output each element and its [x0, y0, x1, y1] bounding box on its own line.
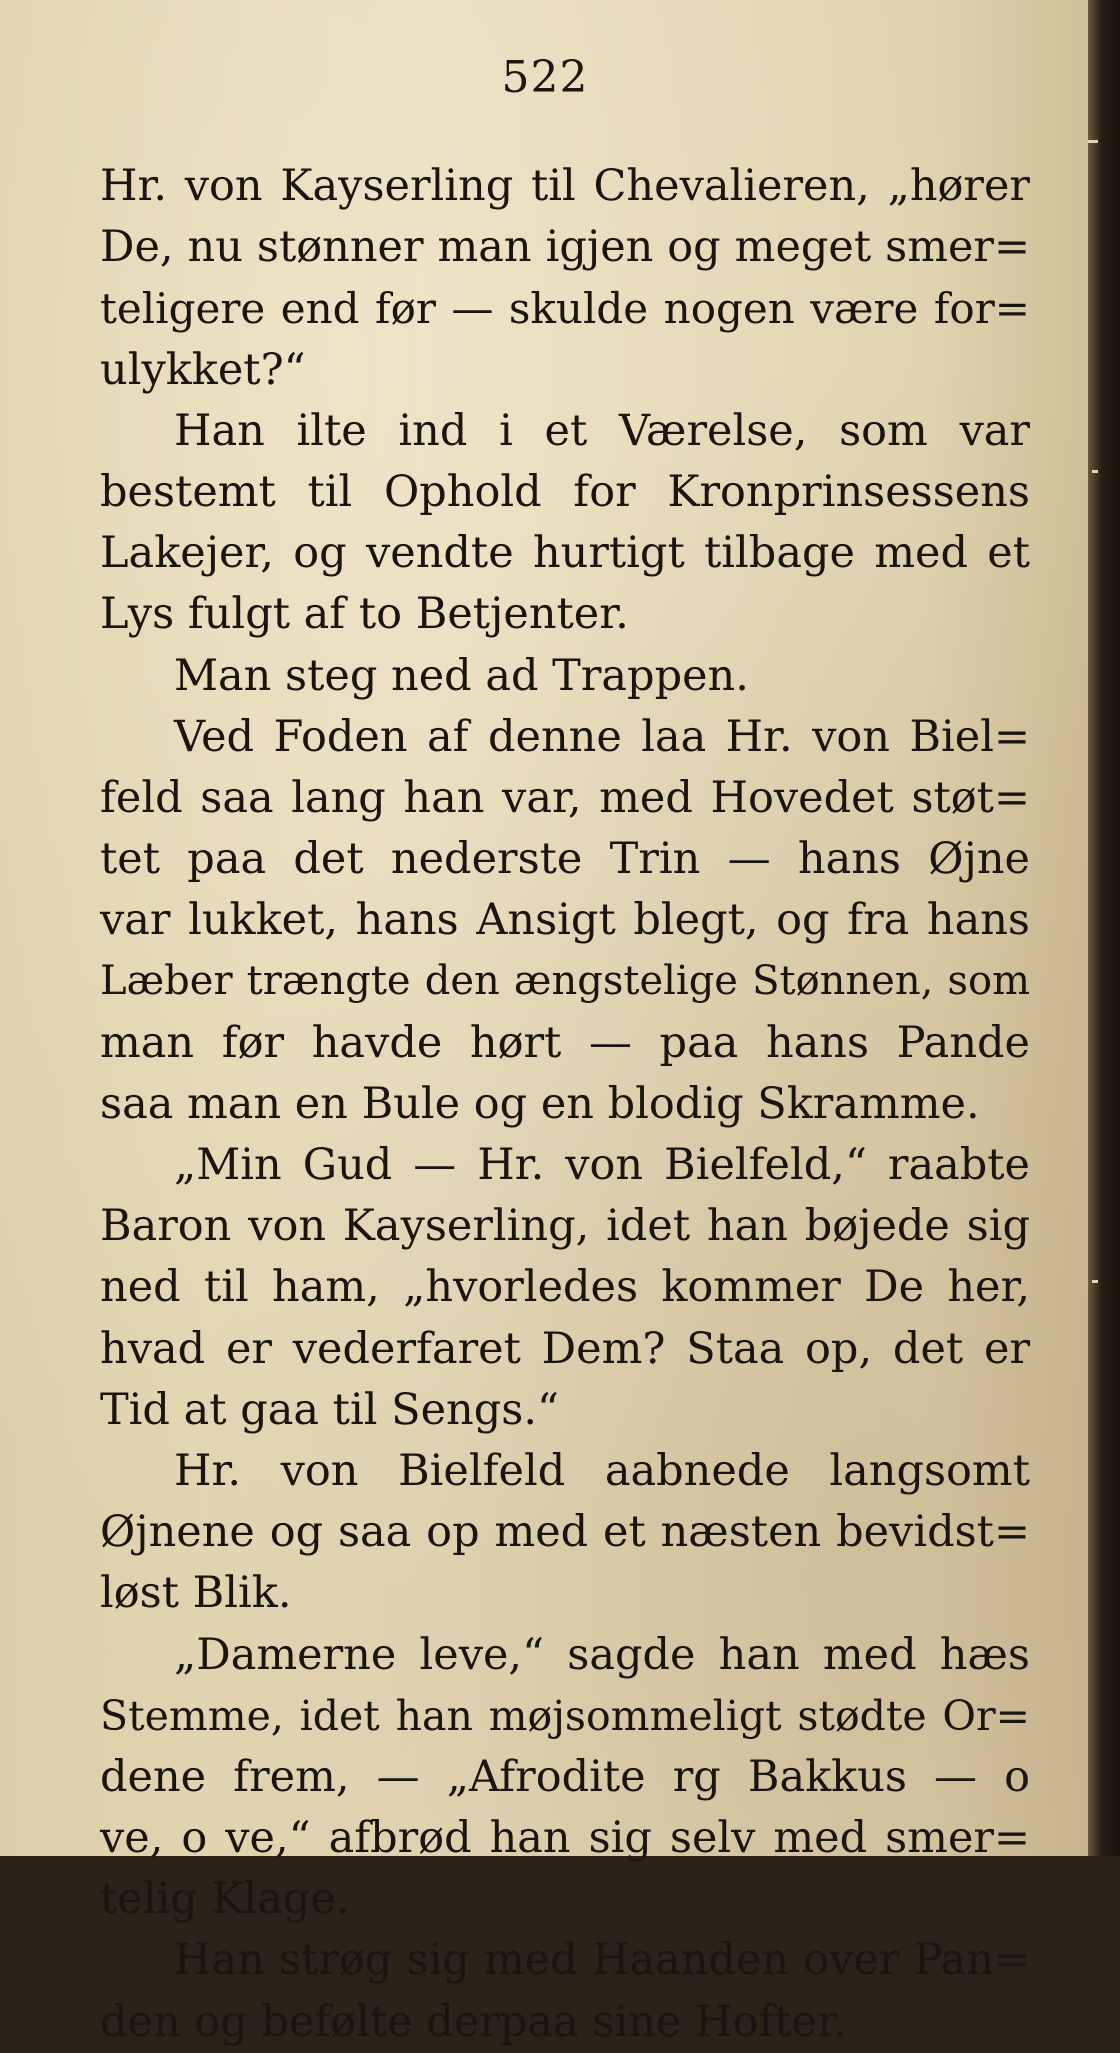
- spine-mark: [1092, 1280, 1098, 1283]
- text-line: Ved Foden af denne laa Hr. von Biel=: [174, 711, 1030, 762]
- text-line: Baron von Kayserling, idet han bøjede sig: [100, 1201, 1030, 1252]
- text-line: hvad er vederfaret Dem? Staa op, det er: [100, 1323, 1030, 1374]
- text-line: man før havde hørt — paa hans Pande: [100, 1017, 1030, 1068]
- text-line: ve, o ve,“ afbrød han sig selv med smer=: [100, 1813, 1030, 1864]
- book-spine-edge: [1088, 0, 1120, 1856]
- text-line: teligere end før — skulde nogen være for=: [100, 284, 1030, 334]
- spine-mark: [1088, 140, 1098, 143]
- text-line: Tid at gaa til Sengs.“: [100, 1384, 559, 1435]
- page-number: 522: [501, 52, 589, 103]
- text-line: tet paa det nederste Trin — hans Øjne: [100, 834, 1030, 885]
- text-line: ned til ham, „hvorledes kommer De her,: [100, 1262, 1030, 1313]
- text-line: feld saa lang han var, med Hovedet støt=: [100, 772, 1030, 823]
- text-line: Øjnene og saa op med et næsten bevidst=: [100, 1507, 1030, 1558]
- text-line: „Min Gud — Hr. von Bielfeld,“ raabte: [174, 1140, 1030, 1190]
- text-line: Han strøg sig med Haanden over Pan=: [174, 1935, 1030, 1986]
- text-line: var lukket, hans Ansigt blegt, og fra hans: [100, 895, 1030, 946]
- text-line: saa man en Bule og en blodig Skramme.: [100, 1078, 980, 1129]
- text-line: De, nu stønner man igjen og meget smer=: [100, 222, 1030, 273]
- text-line: ulykket?“: [100, 344, 306, 395]
- text-line: telig Klage.: [100, 1874, 350, 1925]
- text-line: Man steg ned ad Trappen.: [174, 650, 749, 701]
- text-line: den og befølte derpaa sine Hofter.: [100, 1996, 847, 2047]
- body-text: [100, 156, 1030, 2053]
- text-line: løst Blik.: [100, 1568, 292, 1619]
- text-line: Han ilte ind i et Værelse, som var: [174, 405, 1030, 456]
- text-line: Hr. von Kayserling til Chevalieren, „hører: [100, 161, 1030, 211]
- text-line: bestemt til Ophold for Kronprinsessens: [100, 466, 1030, 517]
- text-line: „Damerne leve,“ sagde han med hæs: [174, 1629, 1030, 1680]
- text-line: Stemme, idet han møjsommeligt stødte Or=: [100, 1691, 1030, 1740]
- text-line: Lakejer, og vendte hurtigt tilbage med et: [100, 528, 1030, 579]
- text-line: Lys fulgt af to Betjenter.: [100, 589, 629, 640]
- text-line: Læber trængte den ængstelige Stønnen, som: [100, 958, 1030, 1005]
- text-line: dene frem, — „Afrodite rg Bakkus — o: [100, 1751, 1030, 1802]
- text-line: Hr. von Bielfeld aabnede langsomt: [174, 1445, 1030, 1496]
- spine-mark: [1092, 470, 1098, 473]
